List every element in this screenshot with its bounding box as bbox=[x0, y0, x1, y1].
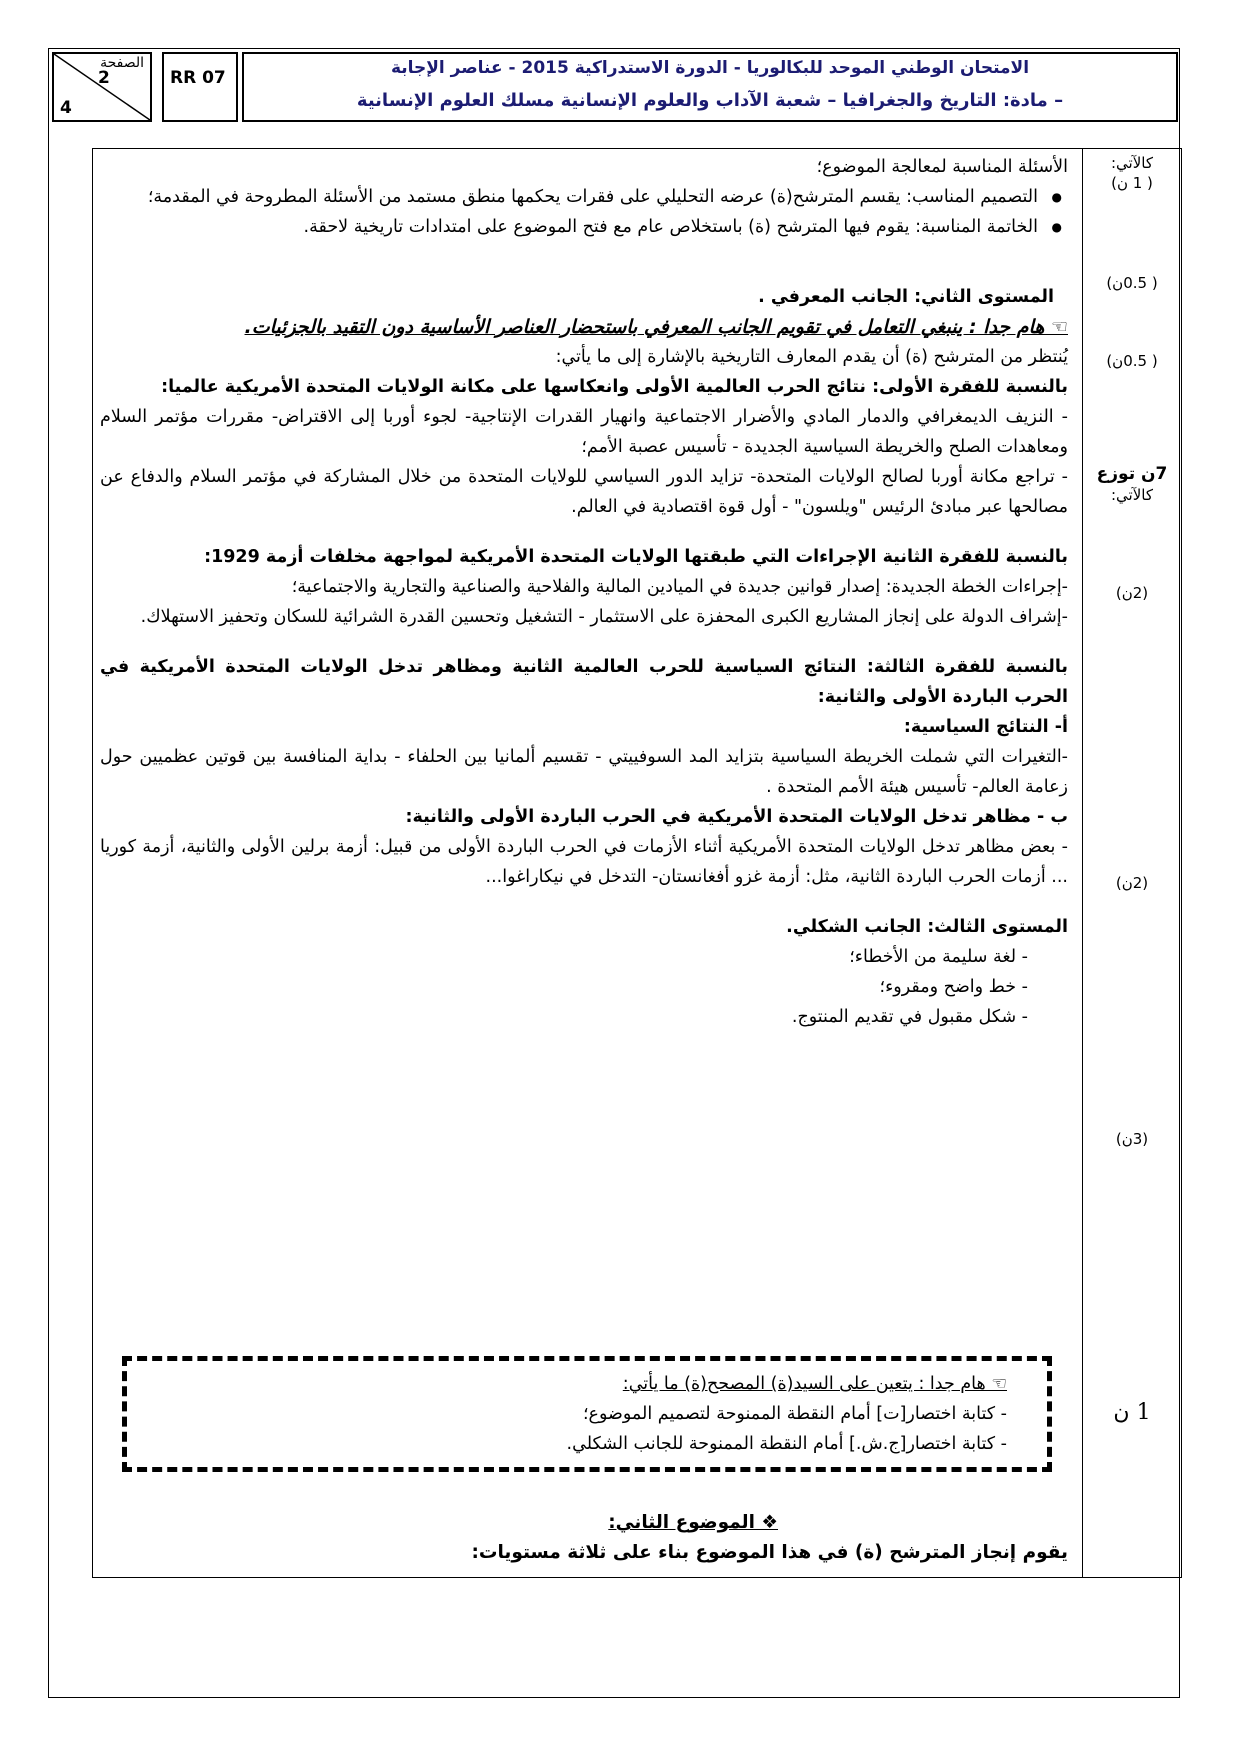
points-4-note: كالآتي: bbox=[1111, 486, 1153, 504]
points-4: 7ن توزع bbox=[1096, 464, 1168, 484]
corrector-note-item: - كتابة اختصار[ت] أمام النقطة الممنوحة لتصميم الموضوع؛ bbox=[582, 1404, 1007, 1424]
para3-sub-b: ب - مظاهر تدخل الولايات المتحدة الأمريكية في الحرب الباردة الأولى والثانية: bbox=[405, 807, 1068, 827]
second-topic-line: يقوم إنجاز المترشح (ة) في هذا الموضوع بناء على ثلاثة مستويات: bbox=[471, 1542, 1068, 1563]
corrector-note-item: - كتابة اختصار[ج.ش.] أمام النقطة الممنوحة للجانب الشكلي. bbox=[566, 1434, 1007, 1454]
para3-item-a: -التغيرات التي شملت الخريطة السياسية بتزايد المد السوفييتي - تقسيم ألمانيا بين الحلفاء - بداية المنافسة بين قوتين عظميين حول زعامة العالم- تأسيس هيئة الأمم المتحدة . bbox=[100, 747, 1068, 797]
points-6: (2ن) bbox=[1115, 874, 1149, 892]
para2-item-a: -إجراءات الخطة الجديدة: إصدار قوانين جديدة في الميادين المالية والفلاحية والصناعية والتجارية والاجتماعية؛ bbox=[291, 577, 1068, 597]
para1-title: بالنسبة للفقرة الأولى: نتائج الحرب العالمية الأولى وانعكاسها على مكانة الولايات المتحدة الأمريكية عالميا: bbox=[161, 377, 1068, 397]
para1-item-b: - تراجع مكانة أوربا لصالح الولايات المتحدة- تزايد الدور السياسي للولايات المتحدة من خلال المشاركة في مؤتمر السلام والدفاع عن مصالحها عبر مبادئ الرئيس "ويلسون" - أول قوة اقتصادية في العالم. bbox=[100, 467, 1068, 517]
points-note-1: كالآتي: bbox=[1111, 154, 1153, 172]
points-3: ( 0.5ن) bbox=[1106, 352, 1158, 370]
exam-title-box bbox=[242, 52, 1178, 122]
para3-title: بالنسبة للفقرة الثالثة: النتائج السياسية للحرب العالمية الثانية ومظاهر تدخل الولايات المتحدة الأمريكية في الحرب الباردة الأولى والثانية: bbox=[100, 657, 1068, 707]
para3-item-b: - بعض مظاهر تدخل الولايات المتحدة الأمريكية أثناء الأزمات في الحرب الباردة الأولى من قبيل: أزمة برلين الأولى والثانية، أزمة كوريا ... أزمات الحرب الباردة الثانية، مثل: أزمة غزو أفغانستان- التدخل في نيكاراغوا... bbox=[100, 837, 1068, 887]
points-5: (2ن) bbox=[1115, 584, 1149, 602]
exam-title-line1: الامتحان الوطني الموحد للبكالوريا - الدورة الاستدراكية 2015 - عناصر الإجابة bbox=[390, 58, 1030, 78]
level3-title: المستوى الثالث: الجانب الشكلي. bbox=[786, 917, 1068, 937]
exam-title-line2: – مادة: التاريخ والجغرافيا – شعبة الآداب والعلوم الإنسانية مسلك العلوم الإنسانية bbox=[356, 90, 1064, 111]
list-item: - خط واضح ومقروء؛ bbox=[879, 977, 1028, 997]
para2-item-b: -إشراف الدولة على إنجاز المشاريع الكبرى المحفزة على الاستثمار - التشغيل وتحسين القدرة الشرائية للسكان وتحفيز الاستهلاك. bbox=[140, 607, 1068, 627]
page-current: 2 bbox=[98, 68, 110, 88]
page-number-box bbox=[52, 52, 152, 122]
bullet-conclusion: ● الخاتمة المناسبة: يقوم فيها المترشح (ة) باستخلاص عام مع فتح الموضوع على امتدادات تاريخية لاحقة. bbox=[100, 212, 1068, 242]
important-note-1: ☜ هام جدا : ينبغي التعامل في تقويم الجانب المعرفي باستحضار العناصر الأساسية دون التقيد بالجزئيات. bbox=[244, 316, 1068, 338]
bullet-plan: ● التصميم المناسب: يقسم المترشح(ة) عرضه التحليلي على فقرات يحكمها منطق مستمد من الأسئلة المطروحة في المقدمة؛ bbox=[100, 182, 1068, 212]
para2-title: بالنسبة للفقرة الثانية الإجراءات التي طبقتها الولايات المتحدة الأمريكية لمواجهة مخلفات أزمة 1929: bbox=[204, 547, 1068, 567]
points-2: ( 0.5ن) bbox=[1106, 274, 1158, 292]
corrector-note-box bbox=[122, 1356, 1052, 1472]
expected-line: يُنتظر من المترشح (ة) أن يقدم المعارف التاريخية بالإشارة إلى ما يأتي: bbox=[555, 347, 1068, 367]
page-label: الصفحة bbox=[100, 55, 144, 71]
second-topic-title: ❖ الموضوع الثاني: bbox=[608, 1512, 778, 1533]
level2-title: المستوى الثاني: الجانب المعرفي . bbox=[758, 287, 1054, 307]
corrector-note-header: ☜ هام جدا : يتعين على السيد(ة) المصحح(ة) ما يأتي: bbox=[622, 1374, 1007, 1394]
list-item: - شكل مقبول في تقديم المنتوج. bbox=[791, 1007, 1028, 1027]
answer-content bbox=[100, 152, 1068, 1032]
second-topic bbox=[100, 1508, 1068, 1568]
para1-item-a: - النزيف الديمغرافي والدمار المادي والأضرار الاجتماعية وانهيار القدرات الإنتاجية- لجوء أوربا إلى الاقتراض- مقررات مؤتمر السلام ومعاهدات الصلح والخريطة السياسية الجديدة - تأسيس عصبة الأمم؛ bbox=[100, 407, 1068, 457]
text-line: الأسئلة المناسبة لمعالجة الموضوع؛ bbox=[816, 157, 1068, 177]
list-item: - لغة سليمة من الأخطاء؛ bbox=[849, 947, 1028, 967]
level3-list bbox=[100, 942, 1068, 1032]
para3-sub-a: أ- النتائج السياسية: bbox=[903, 717, 1068, 737]
page-total: 4 bbox=[60, 98, 72, 118]
points-1: ( 1 ن) bbox=[1111, 174, 1153, 192]
exam-code: RR 07 bbox=[162, 52, 238, 122]
points-7: (3ن) bbox=[1115, 1130, 1149, 1148]
points-8: 1 ن bbox=[1113, 1400, 1151, 1425]
